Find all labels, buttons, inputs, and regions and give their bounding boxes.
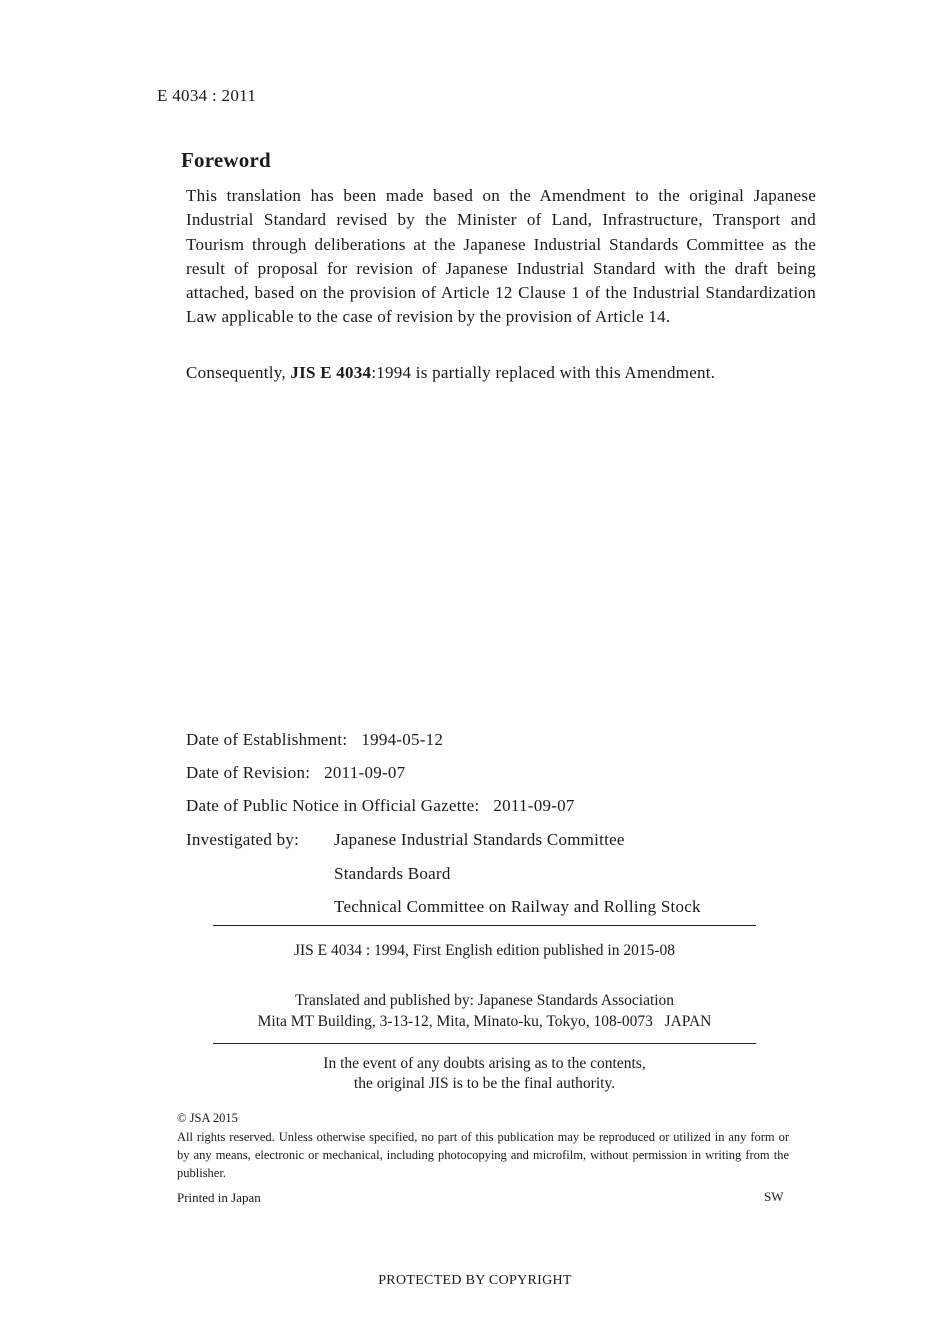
publisher-line: Translated and published by: Japanese Standards Association [294, 992, 675, 1009]
publisher-address: Mita MT Building, 3-13-12, Mita, Minato-ku, Tokyo, 108-0073 JAPAN [257, 1013, 712, 1030]
date-of-establishment [186, 730, 443, 750]
printed-in: Printed in Japan [177, 1190, 261, 1205]
investigating-body: Technical Committee on Railway and Rolling Stock [334, 897, 701, 916]
revision-label: Date of Revision: [186, 763, 311, 782]
consequently-suffix: :1994 is partially replaced with this Amendment. [371, 363, 716, 382]
protected-by-copyright: PROTECTED BY COPYRIGHT [378, 1273, 572, 1288]
consequently-statement [186, 363, 715, 383]
gazette-value: 2011-09-07 [493, 796, 575, 815]
document-id: E 4034 : 2011 [157, 86, 257, 105]
divider [213, 1043, 756, 1044]
foreword-body: This translation has been made based on the Amendment to the original Japanese Industrial Standard revised by the Minister of Land, Infrastructure, Transport and Tourism through deliberations at the Japanese Industrial Standards Committee as the result of proposal for revision of Japanese Industrial Standard with the draft being attached, based on the provision of Article 12 Clause 1 of the Industrial Standardization Law applicable to the case of revision by the provision of Article 14. [186, 186, 816, 327]
revision-value: 2011-09-07 [324, 763, 406, 782]
investigating-body: Japanese Industrial Standards Committee [334, 830, 625, 849]
gazette-label: Date of Public Notice in Official Gazette: [186, 796, 480, 815]
establishment-label: Date of Establishment: [186, 730, 348, 749]
document-code: SW [764, 1189, 784, 1204]
date-of-public-notice [186, 796, 575, 816]
rights-statement: All rights reserved. Unless otherwise specified, no part of this publication may be reproduced or utilized in any form or by any means, electronic or mechanical, including photocopying and microfilm, without permission in writing from the publisher. [177, 1130, 789, 1180]
authority-note-line: the original JIS is to be the final authority. [353, 1075, 616, 1092]
consequently-prefix: Consequently, [186, 363, 291, 382]
date-of-revision [186, 763, 405, 783]
investigated-by-label: Investigated by: [186, 830, 300, 849]
copyright-notice: © JSA 2015 [177, 1111, 238, 1125]
first-edition-note: JIS E 4034 : 1994, First English edition published in 2015-08 [293, 942, 676, 959]
establishment-value: 1994-05-12 [361, 730, 444, 749]
authority-note-line: In the event of any doubts arising as to the contents, [323, 1055, 646, 1072]
investigating-body: Standards Board [334, 864, 451, 883]
divider [213, 925, 756, 926]
standard-reference: JIS E 4034 [290, 363, 372, 382]
foreword-title: Foreword [181, 148, 271, 172]
